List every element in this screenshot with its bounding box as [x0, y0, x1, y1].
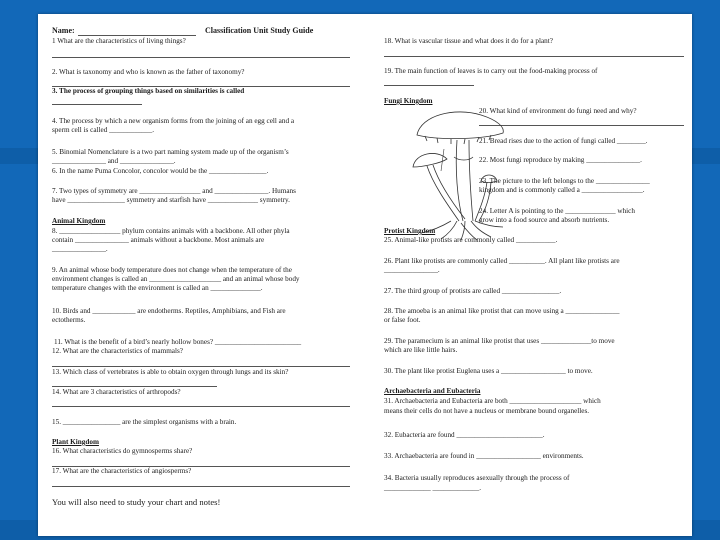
question-10: 10. Birds and ____________ are endotherms. Reptiles, Amphibians, and Fish are	[52, 307, 286, 315]
question-5-cont: _______________ and _______________.	[52, 157, 176, 165]
question-26-cont: _______________.	[384, 266, 440, 274]
question-5: 5. Binomial Nomenclature is a two part naming system made up of the organism’s	[52, 148, 289, 156]
question-9-cont: environment changes is called an ____________________ and an animal whose body	[52, 275, 300, 283]
answer-line	[52, 406, 350, 407]
answer-line	[384, 85, 474, 86]
question-34-cont: _____________ _____________.	[384, 484, 482, 492]
question-30: 30. The plant like protist Euglena uses a __________________ to move.	[384, 367, 593, 375]
question-29-cont: which are like little hairs.	[384, 346, 458, 354]
answer-line	[52, 366, 350, 367]
protist-kingdom-heading: Protist Kingdom	[384, 227, 436, 235]
question-17: 17. What are the characteristics of angiosperms?	[52, 467, 192, 475]
question-22: 22. Most fungi reproduce by making _______________.	[479, 156, 642, 164]
name-line	[78, 35, 196, 36]
question-12: 12. What are the characteristics of mammals?	[52, 347, 183, 355]
name-label: Name:	[52, 26, 75, 35]
mushroom-cap-large	[417, 112, 503, 139]
question-27: 27. The third group of protists are called ________________.	[384, 287, 562, 295]
question-31-cont: means their cells do not have a nucleus or membrane bound organelles.	[384, 407, 590, 415]
question-20: 20. What kind of environment do fungi need and why?	[479, 107, 637, 115]
mushroom-hyphae	[421, 221, 503, 240]
question-8: 8. _________________ phylum contains animals with a backbone. All other phyla	[52, 227, 290, 235]
animal-kingdom-heading: Animal Kingdom	[52, 217, 106, 225]
question-23-cont: kingdom and is commonly called a _________________.	[479, 186, 645, 194]
question-8-cont: contain _______________ animals without a backbone. Most animals are	[52, 236, 265, 244]
question-4: 4. The process by which a new organism forms from the joining of an egg cell and a	[52, 117, 295, 125]
question-16: 16. What characteristics do gymnosperms share?	[52, 447, 193, 455]
pointer-line-a	[441, 149, 444, 171]
answer-line	[52, 57, 350, 58]
question-6: 6. In the name Puma Concolor, concolor would be the ________________.	[52, 167, 269, 175]
question-23: 23. The picture to the left belongs to the _______________	[479, 177, 650, 185]
mushroom-stem-large	[456, 140, 473, 221]
question-11: 11. What is the benefit of a bird’s nearly hollow bones? ________________________	[54, 338, 302, 346]
question-2: 2. What is taxonomy and who is known as the father of taxonomy?	[52, 68, 245, 76]
mushroom-stem-bud	[475, 182, 491, 221]
question-28-cont: or false foot.	[384, 316, 421, 324]
answer-line	[52, 386, 217, 387]
bacteria-heading: Archaebacteria and Eubacteria	[384, 387, 481, 395]
question-33: 33. Archaebacteria are found in __________________ environments.	[384, 452, 584, 460]
question-34: 34. Bacteria usually reproduces asexually through the process of	[384, 474, 570, 482]
mushroom-illustration	[411, 109, 507, 241]
question-15: 15. ________________ are the simplest organisms with a brain.	[52, 418, 237, 426]
question-8-cont2: _______________.	[52, 245, 108, 253]
answer-line	[479, 125, 684, 126]
question-9-cont2: temperature changes with the environment is called an ______________.	[52, 284, 263, 292]
question-7: 7. Two types of symmetry are _________________ and _______________. Humans	[52, 187, 296, 195]
question-21: 21. Bread rises due to the action of fungi called ________.	[479, 137, 648, 145]
question-1: 1 What are the characteristics of living things?	[52, 37, 186, 45]
question-4-cont: sperm cell is called ____________.	[52, 126, 155, 134]
plant-kingdom-heading: Plant Kingdom	[52, 438, 99, 446]
question-26: 26. Plant like protists are commonly called __________. All plant like protists are	[384, 257, 620, 265]
question-24: 24. Letter A is pointing to the ______________ which	[479, 207, 635, 215]
study-guide-page	[38, 14, 692, 536]
fungi-kingdom-heading: Fungi Kingdom	[384, 97, 433, 105]
mushroom-gills	[425, 135, 491, 144]
question-10-cont: ectotherms.	[52, 316, 86, 324]
mushroom-stem-small	[427, 165, 465, 221]
page-title: Classification Unit Study Guide	[205, 26, 314, 35]
question-29: 29. The paramecium is an animal like protist that uses ______________to move	[384, 337, 615, 345]
question-7-cont: have ________________ symmetry and starfish have ______________ symmetry.	[52, 196, 290, 204]
question-14: 14. What are 3 characteristics of arthropods?	[52, 388, 181, 396]
mushroom-ring	[454, 157, 473, 160]
question-25: 25. Animal-like protists are commonly called ___________.	[384, 236, 558, 244]
question-24-cont: grow into a food source and absorb nutrients.	[479, 216, 610, 224]
answer-line	[384, 56, 684, 57]
study-reminder: You will also need to study your chart and notes!	[52, 497, 221, 507]
answer-line	[52, 104, 142, 105]
answer-line	[52, 486, 350, 487]
mushroom-cap-bud	[481, 175, 497, 183]
question-28: 28. The amoeba is an animal like protist that can move using a _______________	[384, 307, 620, 315]
question-32: 32. Eubacteria are found ________________________.	[384, 431, 545, 439]
question-3: 3. The process of grouping things based on similarities is called	[52, 87, 245, 95]
question-9: 9. An animal whose body temperature does not change when the temperature of the	[52, 266, 292, 274]
question-13: 13. Which class of vertebrates is able to obtain oxygen through lungs and its skin?	[52, 368, 289, 376]
question-31: 31. Archaebacteria and Eubacteria are both ____________________ which	[384, 397, 601, 405]
question-18: 18. What is vascular tissue and what does it do for a plant?	[384, 37, 553, 45]
question-19: 19. The main function of leaves is to carry out the food-making process of	[384, 67, 598, 75]
